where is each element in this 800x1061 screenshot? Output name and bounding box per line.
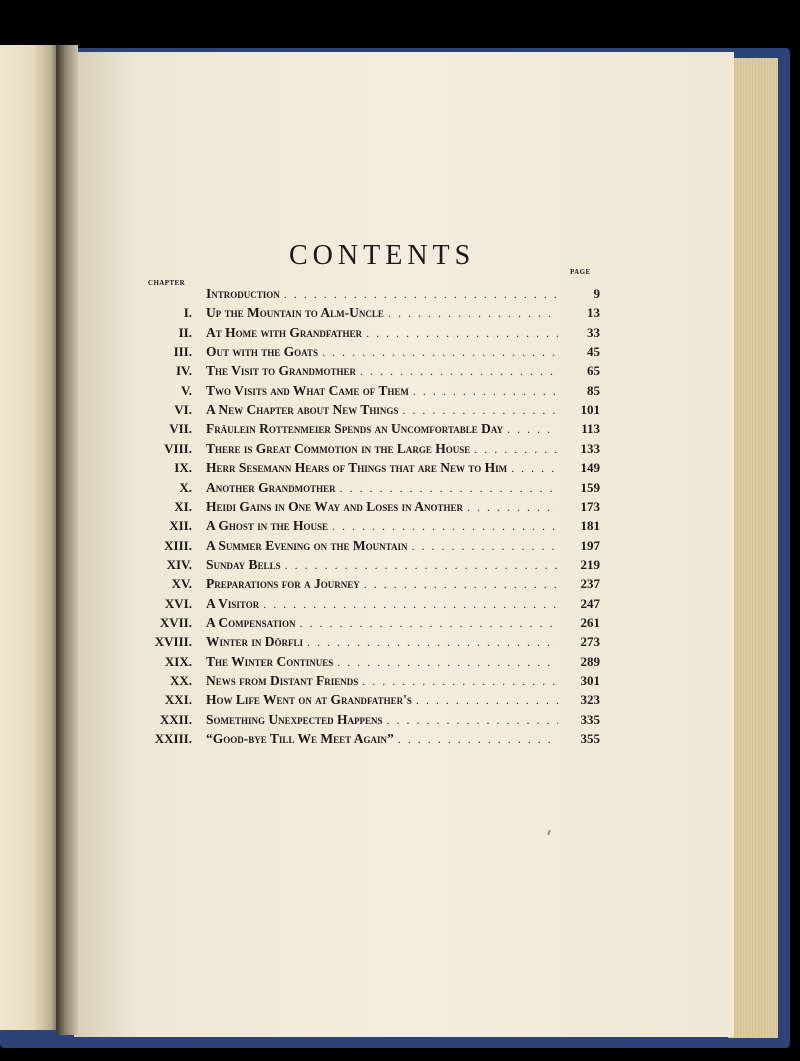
- chapter-title: Preparations for a Journey: [206, 576, 360, 592]
- paper-speck: [547, 830, 551, 835]
- chapter-title: Herr Sesemann Hears of Things that are New to Him: [206, 460, 508, 476]
- chapter-number: XI.: [174, 498, 192, 514]
- chapter-title: Fräulein Rottenmeier Spends an Uncomfortable Day: [206, 421, 504, 437]
- chapter-title: Up the Mountain to Alm-Uncle: [206, 305, 384, 321]
- toc-entry[interactable]: [140, 286, 600, 304]
- chapter-number: XVIII.: [154, 634, 192, 650]
- chapter-title: At Home with Grandfather: [206, 324, 363, 340]
- toc-entry[interactable]: [140, 499, 600, 517]
- page-number: 261: [580, 614, 600, 630]
- toc-entry[interactable]: [140, 325, 600, 343]
- page-number: 355: [580, 731, 600, 747]
- toc-entry[interactable]: [140, 402, 600, 420]
- toc-entry[interactable]: [140, 634, 600, 652]
- chapter-title: Another Grandmother: [206, 479, 336, 495]
- chapter-number: X.: [179, 479, 192, 495]
- chapter-number: I.: [183, 305, 192, 321]
- page-number: 323: [580, 692, 600, 708]
- page-number: 197: [580, 537, 600, 553]
- chapter-title: Two Visits and What Came of Them: [206, 382, 409, 398]
- leader-dots: [511, 461, 558, 476]
- leader-dots: [398, 732, 558, 747]
- leader-dots: [337, 655, 558, 670]
- page-number: 101: [580, 402, 600, 418]
- leader-dots: [416, 693, 558, 708]
- page-number: 85: [587, 382, 600, 398]
- toc-entry[interactable]: [140, 518, 600, 536]
- chapter-number: XXII.: [159, 711, 192, 727]
- chapter-title: Out with the Goats: [206, 344, 318, 360]
- toc-entry[interactable]: [140, 538, 600, 556]
- chapter-number: VII.: [169, 421, 192, 437]
- leader-dots: [411, 539, 558, 554]
- leader-dots: [332, 519, 558, 534]
- leader-dots: [299, 616, 558, 631]
- chapter-number: XX.: [169, 673, 192, 688]
- leader-dots: [340, 481, 558, 496]
- toc-entry[interactable]: [140, 363, 600, 381]
- toc-entry[interactable]: [140, 576, 600, 594]
- toc-entry[interactable]: [140, 305, 600, 323]
- chapter-number: XXIII.: [154, 731, 192, 747]
- page-number: 133: [580, 440, 600, 456]
- toc-entry[interactable]: [140, 480, 600, 498]
- page-number: 173: [580, 498, 600, 514]
- leader-dots: [474, 442, 558, 457]
- leader-dots: [362, 674, 558, 689]
- chapter-number: XIV.: [166, 556, 192, 572]
- chapter-number: XIII.: [164, 537, 192, 553]
- leader-dots: [263, 597, 558, 612]
- chapter-title: A Compensation: [206, 614, 296, 630]
- chapter-title: Winter in Dörfli: [206, 634, 304, 650]
- page-number: 219: [580, 556, 600, 572]
- page-number: 159: [580, 479, 600, 495]
- chapter-number: XV.: [171, 576, 192, 592]
- leader-dots: [366, 326, 558, 341]
- leader-dots: [307, 635, 558, 650]
- page-number: 9: [593, 286, 600, 301]
- chapter-number: IV.: [175, 363, 192, 379]
- leader-dots: [284, 287, 558, 302]
- chapter-title: A New Chapter about New Things: [206, 402, 399, 418]
- toc-entry[interactable]: [140, 383, 600, 401]
- chapter-number: XXI.: [164, 692, 192, 708]
- chapter-number: XII.: [169, 518, 192, 534]
- leader-dots: [322, 345, 558, 360]
- leader-dots: [360, 364, 558, 379]
- chapter-title: News from Distant Friends: [206, 673, 359, 688]
- chapter-title: A Summer Evening on the Mountain: [206, 537, 408, 553]
- chapter-title: “Good-bye Till We Meet Again”: [206, 731, 394, 747]
- page-number: 113: [581, 421, 600, 437]
- leader-dots: [285, 558, 558, 573]
- toc-entry[interactable]: [140, 692, 600, 710]
- chapter-title: Heidi Gains in One Way and Loses in Another: [206, 498, 463, 514]
- chapter-title: Introduction: [206, 286, 280, 301]
- page-number: 237: [580, 576, 600, 592]
- page-number: 65: [587, 363, 600, 379]
- leader-dots: [387, 713, 558, 728]
- page-column-heading: PAGE: [570, 268, 591, 276]
- chapter-title: There is Great Commotion in the Large House: [206, 440, 471, 456]
- leader-dots: [402, 403, 558, 418]
- chapter-number: IX.: [174, 460, 192, 476]
- page-number: 273: [580, 634, 600, 650]
- toc-entry[interactable]: [140, 344, 600, 362]
- toc-entry[interactable]: [140, 596, 600, 614]
- chapter-number: XVI.: [164, 595, 192, 611]
- page-number: 149: [580, 460, 600, 476]
- chapter-title: A Ghost in the House: [206, 518, 329, 534]
- page-number: 301: [580, 673, 600, 688]
- page-number: 289: [580, 653, 600, 669]
- toc-entry[interactable]: [140, 460, 600, 478]
- page-number: 45: [587, 344, 600, 360]
- chapter-number: XIX.: [164, 653, 192, 669]
- toc-entry[interactable]: [140, 654, 600, 672]
- page-number: 335: [580, 711, 600, 727]
- toc-entry[interactable]: [140, 615, 600, 633]
- leader-dots: [388, 306, 558, 321]
- chapter-column-heading: CHAPTER: [148, 279, 186, 287]
- chapter-title: How Life Went on at Grandfather's: [206, 692, 412, 708]
- leader-dots: [364, 577, 558, 592]
- page-number: 181: [580, 518, 600, 534]
- leader-dots: [467, 500, 558, 515]
- contents-heading: CONTENTS: [289, 240, 476, 271]
- page-number: 33: [587, 324, 600, 340]
- leader-dots: [507, 422, 558, 437]
- toc-entry[interactable]: [140, 441, 600, 459]
- chapter-number: II.: [178, 324, 192, 340]
- chapter-number: VIII.: [164, 440, 192, 456]
- toc-entry[interactable]: [140, 731, 600, 749]
- chapter-number: III.: [173, 344, 192, 360]
- chapter-number: VI.: [174, 402, 192, 418]
- chapter-title: A Visitor: [206, 595, 260, 611]
- leader-dots: [413, 384, 558, 399]
- toc-entry[interactable]: [140, 712, 600, 730]
- chapter-number: V.: [181, 382, 192, 398]
- page-number: 247: [580, 595, 600, 611]
- toc-entry[interactable]: [140, 557, 600, 575]
- chapter-title: Something Unexpected Happens: [206, 711, 383, 727]
- page-number: 13: [587, 305, 600, 321]
- chapter-title: Sunday Bells: [206, 556, 281, 572]
- toc-entry[interactable]: [140, 421, 600, 439]
- chapter-title: The Visit to Grandmother: [206, 363, 356, 379]
- chapter-number: XVII.: [159, 614, 192, 630]
- toc-entry[interactable]: [140, 673, 600, 691]
- chapter-title: The Winter Continues: [206, 653, 334, 669]
